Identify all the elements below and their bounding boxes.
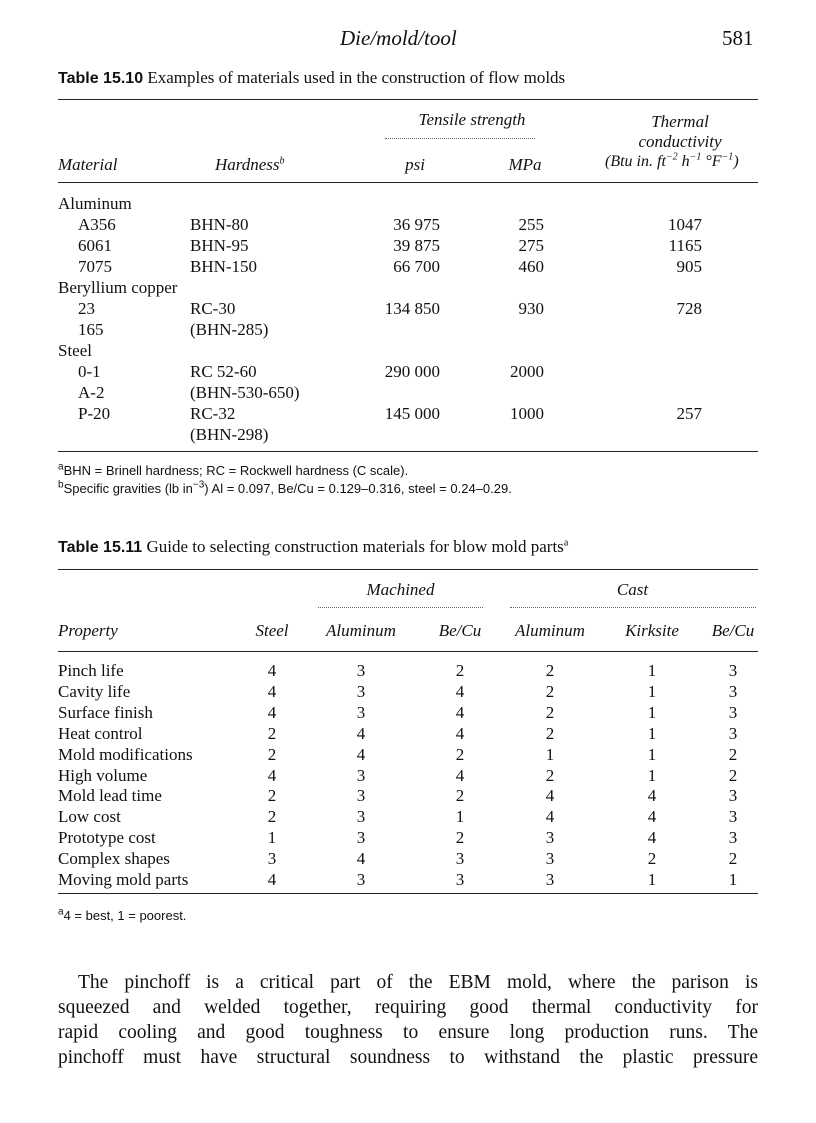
rating-cell: 2	[455, 744, 465, 764]
rating-cell: 2	[545, 702, 555, 722]
rating-cell: 2	[728, 849, 738, 869]
table-row: 728	[676, 299, 702, 318]
table-row: (BHN-285)	[190, 320, 269, 339]
property-name: Mold modifications	[58, 744, 193, 764]
thermal-units-b: −2	[665, 151, 678, 163]
rating-cell: 3	[728, 723, 738, 743]
table-footnote	[58, 908, 186, 923]
rating-cell: 3	[455, 870, 465, 889]
rating-cell: 2	[545, 765, 555, 785]
rating-cell: 4	[267, 681, 277, 701]
table-row: 1000	[510, 404, 544, 423]
table-row: 1165	[668, 236, 702, 255]
rating-cell: 3	[545, 870, 555, 889]
rating-cell: 4	[267, 870, 277, 889]
table-row: (BHN-530-650)	[190, 383, 300, 402]
table-row: BHN-95	[190, 236, 249, 255]
table-row: 930	[518, 299, 544, 318]
property-name: Complex shapes	[58, 849, 170, 869]
footnote-b-text-1: Specific gravities (lb in	[63, 481, 193, 496]
rating-cell: 1	[647, 661, 657, 680]
rating-cell: 2	[455, 661, 465, 680]
footnote-b	[58, 481, 512, 496]
rating-cell: 4	[455, 765, 465, 785]
rating-cell: 2	[545, 661, 555, 680]
col-header-property: Property	[58, 621, 118, 640]
table-row: A-2	[78, 383, 105, 402]
rating-cell: 2	[267, 807, 277, 827]
rating-cell: 2	[267, 723, 277, 743]
thermal-units-e: °F	[701, 153, 722, 170]
rating-cell: 3	[356, 661, 366, 680]
rating-cell: 4	[455, 702, 465, 722]
table-row: A356	[78, 215, 116, 234]
property-name: Surface finish	[58, 702, 153, 722]
property-name: Moving mold parts	[58, 870, 189, 889]
rating-cell: 4	[455, 723, 465, 743]
rating-cell: 3	[728, 702, 738, 722]
rating-cell: 1	[647, 681, 657, 701]
property-name: Pinch life	[58, 661, 124, 680]
table-row: (BHN-298)	[190, 425, 269, 444]
col-header-steel: Steel	[255, 621, 289, 640]
table-row: 0-1	[78, 362, 101, 381]
rating-cell: 4	[545, 807, 555, 827]
table-row: 1047	[668, 215, 702, 234]
table-row: 145 000	[384, 404, 440, 423]
thermal-units-a: (Btu in. ft	[605, 153, 666, 170]
table-label: Table 15.10	[58, 70, 144, 87]
col-header-tensile: Tensile strength	[418, 110, 526, 129]
hardness-label: Hardness	[215, 155, 280, 174]
col-header-machined-becu: Be/Cu	[438, 621, 482, 640]
rating-cell: 2	[545, 723, 555, 743]
rating-cell: 3	[728, 681, 738, 701]
col-header-psi: psi	[405, 155, 425, 174]
rating-cell: 2	[267, 744, 277, 764]
col-header-material: Material	[58, 155, 118, 174]
rating-cell: 1	[647, 870, 657, 889]
rating-cell: 3	[356, 828, 366, 848]
rating-cell: 4	[356, 849, 366, 869]
rating-cell: 3	[545, 849, 555, 869]
table-row: 66 700	[393, 257, 440, 276]
rating-cell: 4	[647, 786, 657, 806]
rating-cell: 4	[267, 702, 277, 722]
property-name: Low cost	[58, 807, 121, 827]
group-beryllium: Beryllium copper	[58, 278, 178, 297]
rating-cell: 2	[728, 765, 738, 785]
rating-cell: 4	[267, 661, 277, 680]
footnote-text: 4 = best, 1 = poorest.	[63, 908, 187, 923]
table-row: RC-32	[190, 404, 236, 423]
rating-cell: 1	[267, 828, 277, 848]
table-row: 275	[518, 236, 544, 255]
rating-cell: 3	[356, 702, 366, 722]
table-bottom-rule	[58, 451, 758, 452]
rating-cell: 4	[647, 828, 657, 848]
table-row: 255	[518, 215, 544, 234]
rating-cell: 1	[647, 765, 657, 785]
table-bottom-rule	[58, 893, 758, 894]
property-name: High volume	[58, 765, 148, 785]
col-header-cast-becu: Be/Cu	[711, 621, 755, 640]
group-header-cast: Cast	[616, 580, 649, 599]
page-number: 581	[722, 26, 754, 50]
table-title: Examples of materials used in the construction of flow molds	[147, 68, 566, 87]
rating-cell: 1	[647, 723, 657, 743]
footnote-b-sup: −3	[192, 479, 205, 491]
table-row: P-20	[78, 404, 111, 423]
table-header-rule	[58, 182, 758, 183]
col-header-kirksite: Kirksite	[625, 621, 679, 640]
property-name: Cavity life	[58, 681, 131, 701]
rating-cell: 2	[728, 744, 738, 764]
rating-cell: 3	[545, 828, 555, 848]
rating-cell: 4	[647, 807, 657, 827]
footnote-a	[58, 463, 408, 478]
table-top-rule	[58, 569, 758, 570]
title-note-mark: a	[563, 537, 569, 549]
rating-cell: 3	[728, 828, 738, 848]
table-row: BHN-150	[190, 257, 258, 276]
thermal-units-f: −1	[721, 151, 734, 163]
body-line: squeezed and welded together, requiring good thermal conductivity for	[58, 997, 758, 1018]
hardness-note-mark: b	[279, 155, 285, 167]
footnote-mark: a	[58, 906, 64, 918]
table-row: 165	[78, 320, 104, 339]
rating-cell: 1	[647, 702, 657, 722]
table-row: BHN-80	[190, 215, 249, 234]
group-aluminum: Aluminum	[58, 194, 132, 213]
rating-cell: 2	[267, 786, 277, 806]
col-header-hardness	[215, 155, 285, 175]
thermal-line-2: conductivity	[638, 132, 722, 151]
body-line: rapid cooling and good toughness to ensure long production runs. The	[58, 1022, 758, 1043]
rating-cell: 3	[356, 870, 366, 889]
rating-cell: 2	[545, 681, 555, 701]
rating-cell: 4	[455, 681, 465, 701]
thermal-units-g: )	[733, 153, 739, 170]
rating-cell: 2	[647, 849, 657, 869]
thermal-units-c: h	[677, 153, 690, 170]
rating-cell: 3	[356, 786, 366, 806]
table-row: 460	[518, 257, 544, 276]
table-row: 39 875	[393, 236, 440, 255]
rating-cell: 3	[267, 849, 277, 869]
table-row: RC 52-60	[190, 362, 257, 381]
table-row: 290 000	[384, 362, 440, 381]
table-row: 2000	[510, 362, 544, 381]
rating-cell: 3	[356, 681, 366, 701]
rating-cell: 1	[728, 870, 738, 889]
table-row: 257	[676, 404, 702, 423]
rating-cell: 3	[356, 807, 366, 827]
table-header-rule	[58, 651, 758, 652]
table-row: RC-30	[190, 299, 236, 318]
table-15-10-caption	[58, 68, 565, 88]
property-name: Heat control	[58, 723, 143, 743]
table-top-rule	[58, 99, 758, 100]
table-title: Guide to selecting construction materials for blow mold parts	[146, 537, 564, 556]
rating-cell: 1	[545, 744, 555, 764]
table-row: 6061	[78, 236, 112, 255]
rating-cell: 1	[647, 744, 657, 764]
rating-cell: 3	[728, 786, 738, 806]
cast-group-rule	[510, 607, 756, 608]
rating-cell: 1	[455, 807, 465, 827]
rating-cell: 3	[728, 661, 738, 680]
tensile-group-rule	[385, 138, 535, 139]
rating-cell: 4	[545, 786, 555, 806]
col-header-mpa: MPa	[508, 155, 542, 174]
group-header-machined: Machined	[366, 580, 435, 599]
table-15-11-caption	[58, 537, 568, 557]
col-header-thermal	[590, 112, 770, 152]
body-line: The pinchoff is a critical part of the EBM mold, where the parison is	[78, 972, 758, 993]
footnote-a-text: BHN = Brinell hardness; RC = Rockwell hardness (C scale).	[63, 463, 409, 478]
rating-cell: 3	[728, 807, 738, 827]
table-row: 23	[78, 299, 95, 318]
footnote-a-mark: a	[58, 461, 64, 473]
table-row: 134 850	[384, 299, 440, 318]
col-header-cast-aluminum: Aluminum	[515, 621, 585, 640]
body-paragraph	[58, 970, 758, 1070]
thermal-units	[605, 152, 739, 172]
rating-cell: 2	[455, 786, 465, 806]
group-steel: Steel	[58, 341, 92, 360]
property-name: Mold lead time	[58, 786, 162, 806]
col-header-machined-aluminum: Aluminum	[326, 621, 396, 640]
table-label: Table 15.11	[58, 539, 143, 556]
running-title: Die/mold/tool	[340, 26, 457, 50]
body-line: pinchoff must have structural soundness to withstand the plastic pressure	[58, 1047, 758, 1068]
table-row: 36 975	[393, 215, 440, 234]
table-row: 7075	[78, 257, 112, 276]
footnote-b-text-2: ) Al = 0.097, Be/Cu = 0.129–0.316, steel = 0.24–0.29.	[204, 481, 512, 496]
rating-cell: 4	[267, 765, 277, 785]
thermal-units-d: −1	[689, 151, 702, 163]
thermal-line-1: Thermal	[651, 112, 709, 131]
rating-cell: 4	[356, 744, 366, 764]
rating-cell: 3	[455, 849, 465, 869]
table-row: 905	[676, 257, 702, 276]
footnote-b-mark: b	[58, 479, 64, 491]
machined-group-rule	[318, 607, 483, 608]
rating-cell: 3	[356, 765, 366, 785]
rating-cell: 2	[455, 828, 465, 848]
rating-cell: 4	[356, 723, 366, 743]
property-name: Prototype cost	[58, 828, 156, 848]
